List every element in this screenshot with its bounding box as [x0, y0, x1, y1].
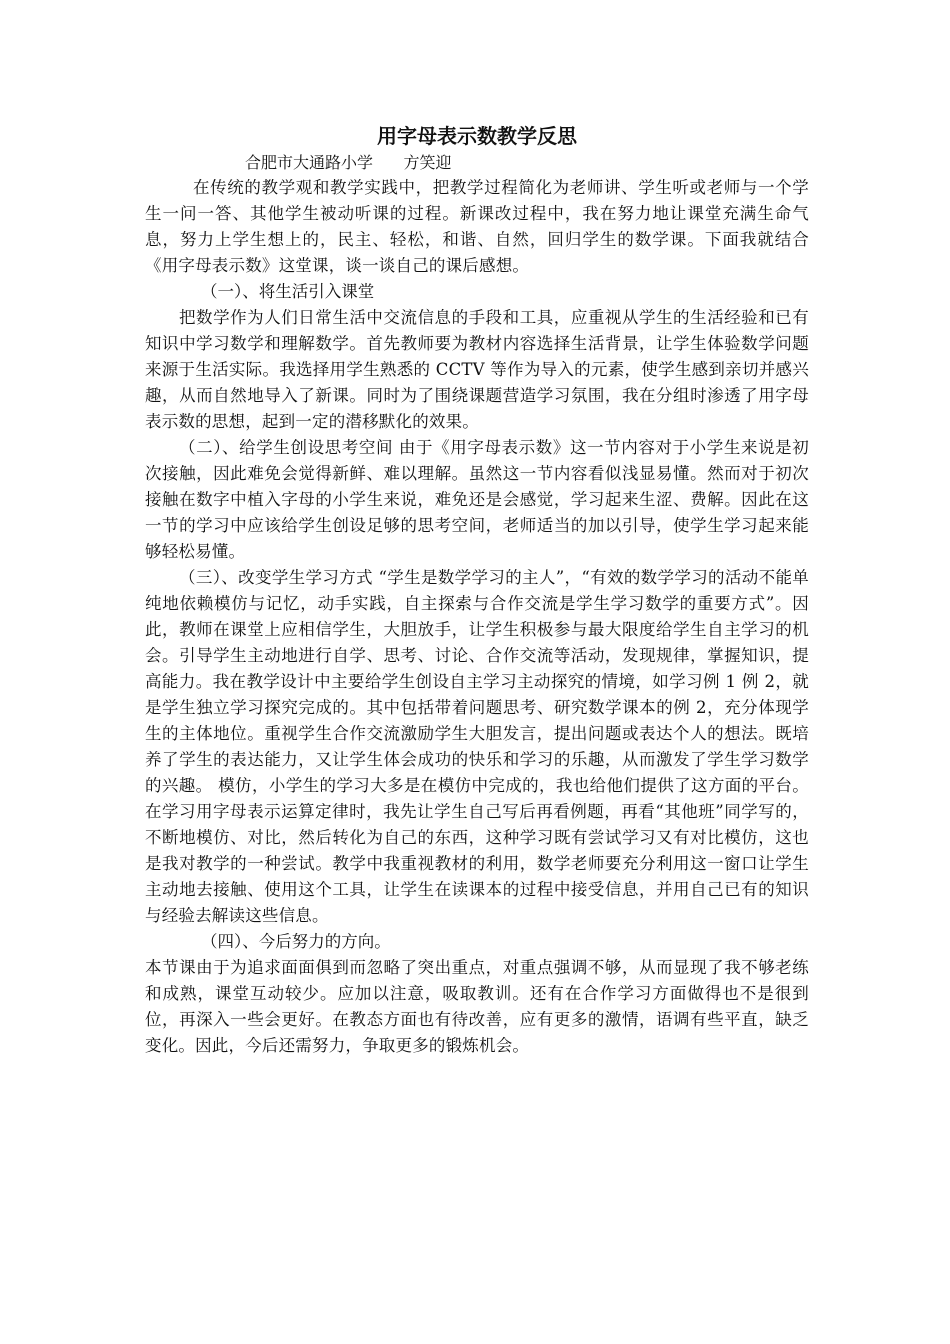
section-heading-4: （四）、今后努力的方向。 [201, 932, 391, 951]
document-page [145, 121, 809, 1059]
section-1-paragraph: 把数学作为人们日常生活中交流信息的手段和工具，应重视从学生的生活经验和已有知识中学习数学和理解数学。首先教师要为教材内容选择生活背景，让学生体验数学问题来源于生活实际。我选择用学生熟悉的 CCTV 等作为导入的元素，使学生感到亲切并感兴趣，从而自然地导入了新课。同时为了围绕课题营造学习氛围，我在分组时渗透了用字母表示数的思想，起到一定的潜移默化的效果。 [145, 308, 809, 431]
section-heading-1: （一）、将生活引入课堂 [201, 282, 375, 301]
section-3-paragraph: （三）、改变学生学习方式 “学生是数学学习的主人”，“有效的数学学习的活动不能单纯地依赖模仿与记忆，动手实践，自主探索与合作交流是学生学习数学的重要方式”。因此，教师在课堂上应相信学生，大胆放手，让学生积极参与最大限度给学生自主学习的机会。引导学生主动地进行自学、思考、讨论、合作交流等活动，发现规律，掌握知识，提高能力。我在教学设计中主要给学生创设自主学习主动探究的情境，如学习例 1 例 2，就是学生独立学习探究完成的。其中包括带着问题思考、研究数学课本的例 2，充分体现学生的主体地位。重视学生合作交流激励学生大胆发言，提出问题或表达个人的想法。既培养了学生的表达能力，又让学生体会成功的快乐和学习的乐趣，从而激发了学生学习数学的兴趣。 模仿，小学生的学习大多是在模仿中完成的，我也给他们提供了这方面的平台。在学习用字母表示运算定律时，我先让学生自己写后再看例题，再看“其他班”同学写的，不断地模仿、对比，然后转化为自己的东西，这种学习既有尝试学习又有对比模仿，这也是我对教学的一种尝试。教学中我重视教材的利用，数学老师要充分利用这一窗口让学生主动地去接触、使用这个工具，让学生在读课本的过程中接受信息，并用自己已有的知识与经验去解读这些信息。 [145, 568, 809, 925]
intro-paragraph: 在传统的教学观和教学实践中，把教学过程简化为老师讲、学生听或老师与一个学生一问一答、其他学生被动听课的过程。新课改过程中，我在努力地让课堂充满生命气息，努力上学生想上的，民主、轻松，和谐、自然，回归学生的数学课。下面我就结合《用字母表示数》这堂课，谈一谈自己的课后感想。 [145, 178, 809, 275]
section-4-paragraph: 本节课由于为追求面面俱到而忽略了突出重点，对重点强调不够，从而显现了我不够老练和成熟，课堂互动较少。应加以注意，吸取教训。还有在合作学习方面做得也不是很到位，再深入一些会更好。在教态方面也有待改善，应有更多的激情，语调有些平直，缺乏变化。因此，今后还需努力，争取更多的锻炼机会。 [145, 958, 809, 1055]
document-title: 用字母表示数教学反思 [377, 124, 577, 148]
section-2-paragraph: （二）、给学生创设思考空间 由于《用字母表示数》这一节内容对于小学生来说是初次接触，因此难免会觉得新鲜、难以理解。虽然这一节内容看似浅显易懂。然而对于初次接触在数字中植入字母的小学生来说，难免还是会感觉，学习起来生涩、费解。因此在这一节的学习中应该给学生创设足够的思考空间，老师适当的加以引导，使学生学习起来能够轻松易懂。 [145, 438, 809, 561]
author-line: 合肥市大通路小学 方笑迎 [245, 153, 452, 172]
